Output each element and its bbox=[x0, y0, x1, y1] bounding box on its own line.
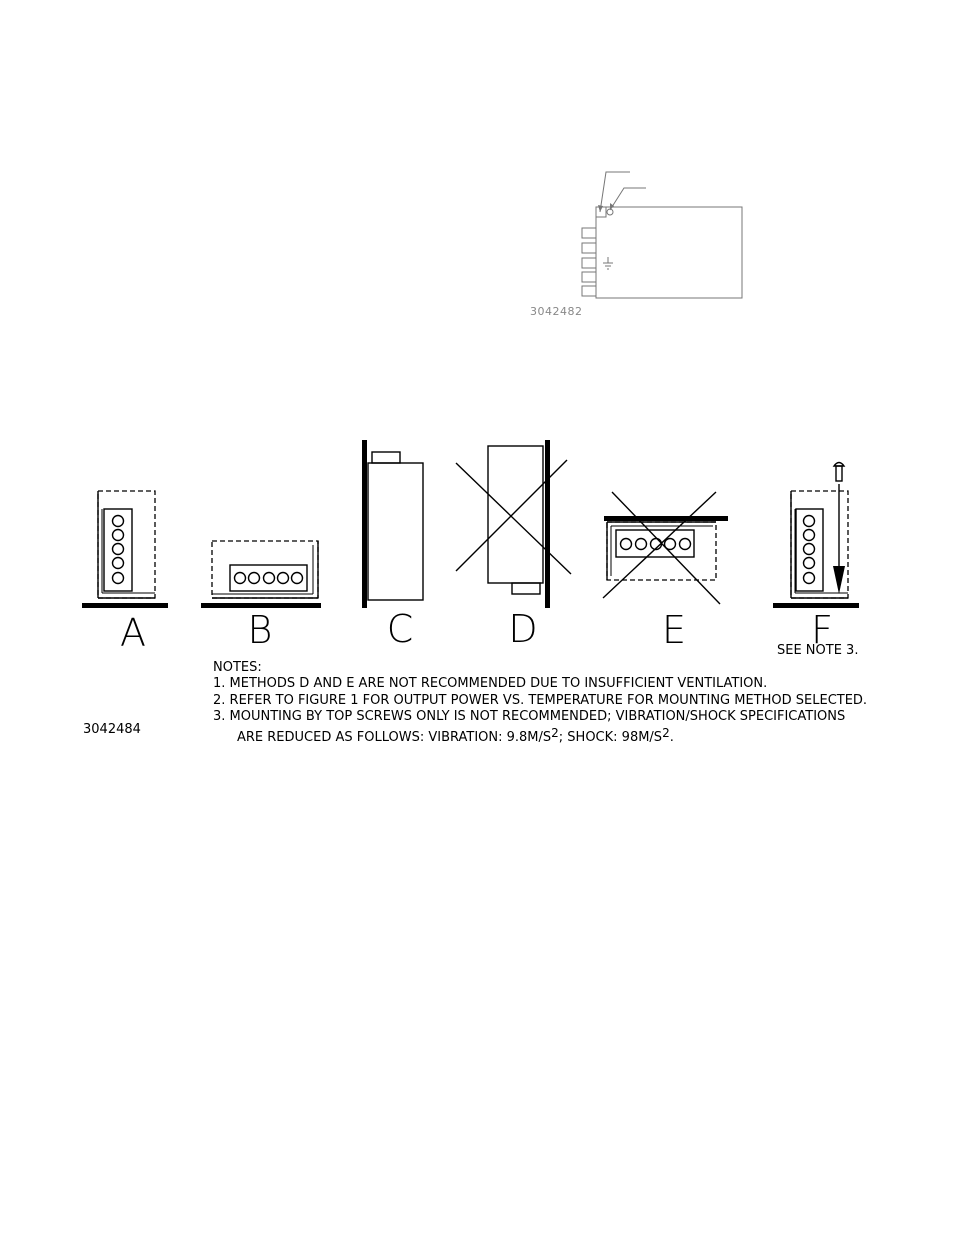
method-a-drawing bbox=[82, 491, 168, 608]
notes-heading: NOTES: bbox=[213, 660, 262, 675]
note-3-end: . bbox=[669, 730, 674, 746]
note-2: 2. REFER TO FIGURE 1 FOR OUTPUT POWER VS. TEMPERATURE FOR MOUNTING METHOD SELECTED. bbox=[213, 692, 868, 708]
screw-icon bbox=[834, 463, 844, 482]
method-c-drawing bbox=[362, 440, 423, 608]
top-figure-code: 3042482 bbox=[530, 305, 583, 318]
superscript-2: 2 bbox=[662, 726, 670, 741]
method-e-label: E bbox=[661, 608, 687, 652]
note-3-line-2 bbox=[213, 725, 867, 746]
method-f-drawing bbox=[773, 463, 859, 609]
note-1: 1. METHODS D AND E ARE NOT RECOMMENDED DUE TO INSUFFICIENT VENTILATION. bbox=[213, 676, 768, 692]
note-3-vibration: ARE REDUCED AS FOLLOWS: VIBRATION: 9.8M/S bbox=[237, 730, 552, 746]
method-d-label: D bbox=[508, 607, 538, 651]
method-e-drawing bbox=[603, 492, 728, 604]
figure-code: 3042484 bbox=[83, 722, 141, 737]
note-3-shock: ; SHOCK: 98M/S bbox=[558, 730, 663, 746]
method-c-label: C bbox=[386, 607, 414, 651]
notes-block bbox=[213, 660, 867, 746]
top-module-sketch bbox=[530, 172, 742, 318]
down-arrow-icon bbox=[833, 566, 845, 594]
note-3-line-1: 3. MOUNTING BY TOP SCREWS ONLY IS NOT RECOMMENDED; VIBRATION/SHOCK SPECIFICATIONS bbox=[213, 708, 846, 724]
method-d-drawing bbox=[456, 440, 571, 608]
method-b-drawing bbox=[201, 541, 321, 608]
method-f-label: F bbox=[811, 608, 833, 652]
method-f-note: SEE NOTE 3. bbox=[777, 643, 859, 658]
superscript-2: 2 bbox=[551, 726, 559, 741]
method-b-label: B bbox=[247, 608, 273, 652]
method-a-label: A bbox=[120, 611, 146, 655]
